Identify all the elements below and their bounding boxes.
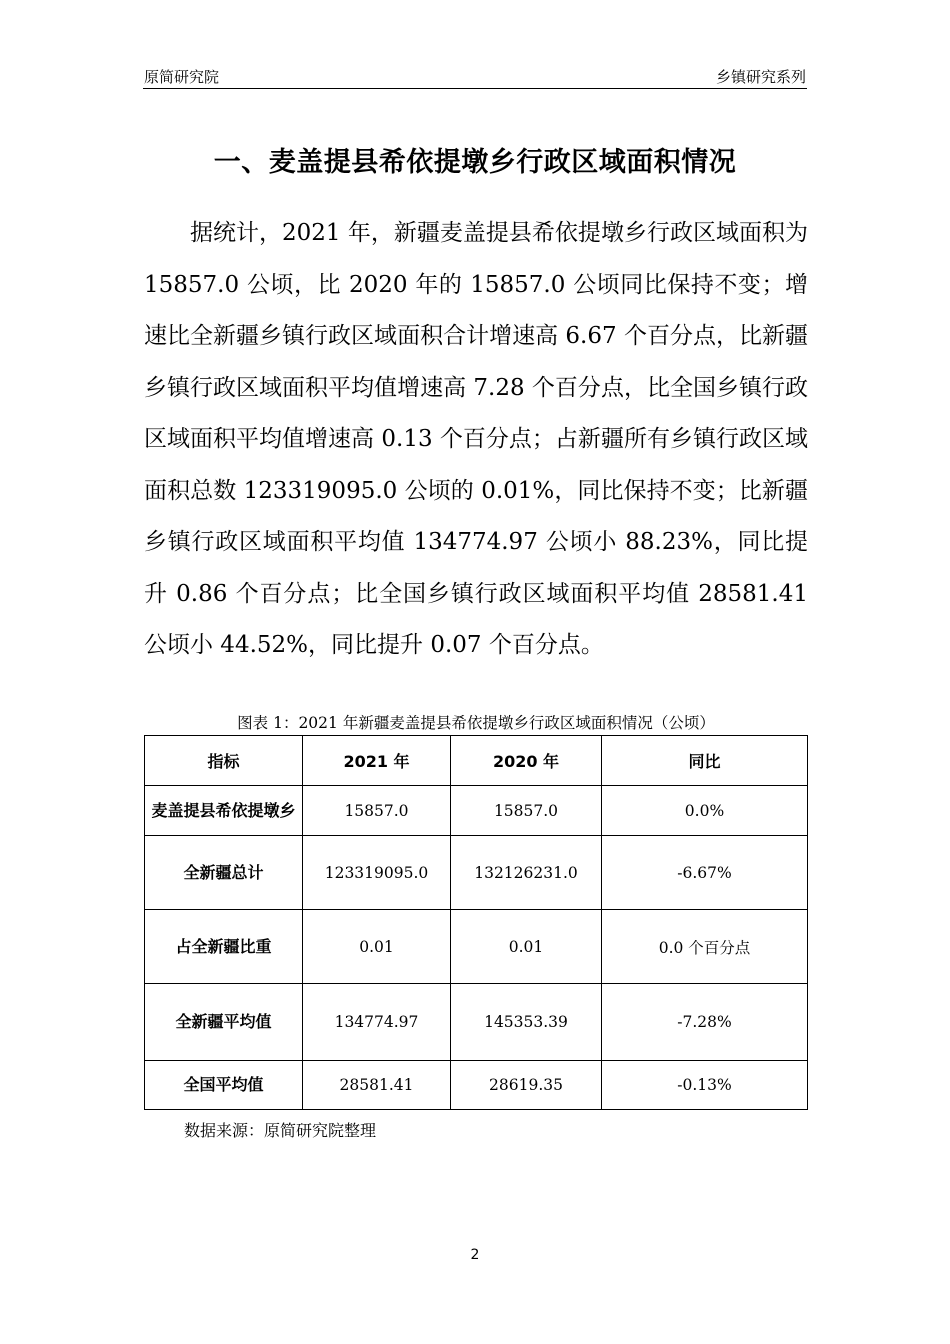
table-cell: 0.01 [303, 910, 451, 984]
table-cell: 134774.97 [303, 984, 451, 1061]
page-number: 2 [470, 1247, 480, 1263]
table-cell: 145353.39 [451, 984, 602, 1061]
table-cell: -6.67% [602, 836, 808, 910]
table-cell: 15857.0 [303, 786, 451, 836]
table-cell: -7.28% [602, 984, 808, 1061]
table-caption: 图表 1：2021 年新疆麦盖提县希依提墩乡行政区域面积情况（公顷） [237, 714, 715, 732]
table-cell: 28581.41 [303, 1061, 451, 1110]
table-row [145, 836, 808, 910]
header-right-text: 乡镇研究系列 [715, 68, 806, 86]
section-title: 一、麦盖提县希依提墩乡行政区域面积情况 [213, 147, 737, 178]
table-row [145, 786, 808, 836]
table-cell: -0.13% [602, 1061, 808, 1110]
table-row [145, 984, 808, 1061]
table-header-cell: 2021 年 [303, 736, 451, 786]
table-cell: 132126231.0 [451, 836, 602, 910]
table-row [145, 1061, 808, 1110]
header-left-text: 原简研究院 [144, 68, 220, 86]
table-header-cell: 2020 年 [451, 736, 602, 786]
table-cell: 28619.35 [451, 1061, 602, 1110]
row-label: 全国平均值 [145, 1061, 303, 1110]
body-paragraph: 据统计，2021 年，新疆麦盖提县希依提墩乡行政区域面积为 15857.0 公顷，比 2020 年的 15857.0 公顷同比保持不变；增速比全新疆乡镇行政区域面积合计增速高 6.67 个百分点，比新疆乡镇行政区域面积平均值增速高 7.28 个百分点，比全国乡镇行政区域面积平均值增速高 0.13 个百分点；占新疆所有乡镇行政区域面积总数 123319095.0 公顷的 0.01%，同比保持不变；比新疆乡镇行政区域面积平均值 134774.97 公顷小 88.23%，同比提升 0.86 个百分点；比全国乡镇行政区域面积平均值 28581.41 公顷小 44.52%，同比提升 0.07 个百分点。 [144, 220, 808, 658]
row-label: 麦盖提县希依提墩乡 [145, 786, 303, 836]
data-table [144, 735, 808, 1110]
table-header-row [145, 736, 808, 786]
table-row [145, 910, 808, 984]
data-source-note: 数据来源：原简研究院整理 [184, 1121, 377, 1140]
table-cell: 123319095.0 [303, 836, 451, 910]
header-divider [143, 88, 807, 89]
row-label: 全新疆平均值 [145, 984, 303, 1061]
table-cell: 0.0 个百分点 [602, 910, 808, 984]
table-cell: 0.01 [451, 910, 602, 984]
table-header-cell: 同比 [602, 736, 808, 786]
table-header-cell: 指标 [145, 736, 303, 786]
table-cell: 15857.0 [451, 786, 602, 836]
table-cell: 0.0% [602, 786, 808, 836]
row-label: 占全新疆比重 [145, 910, 303, 984]
row-label: 全新疆总计 [145, 836, 303, 910]
